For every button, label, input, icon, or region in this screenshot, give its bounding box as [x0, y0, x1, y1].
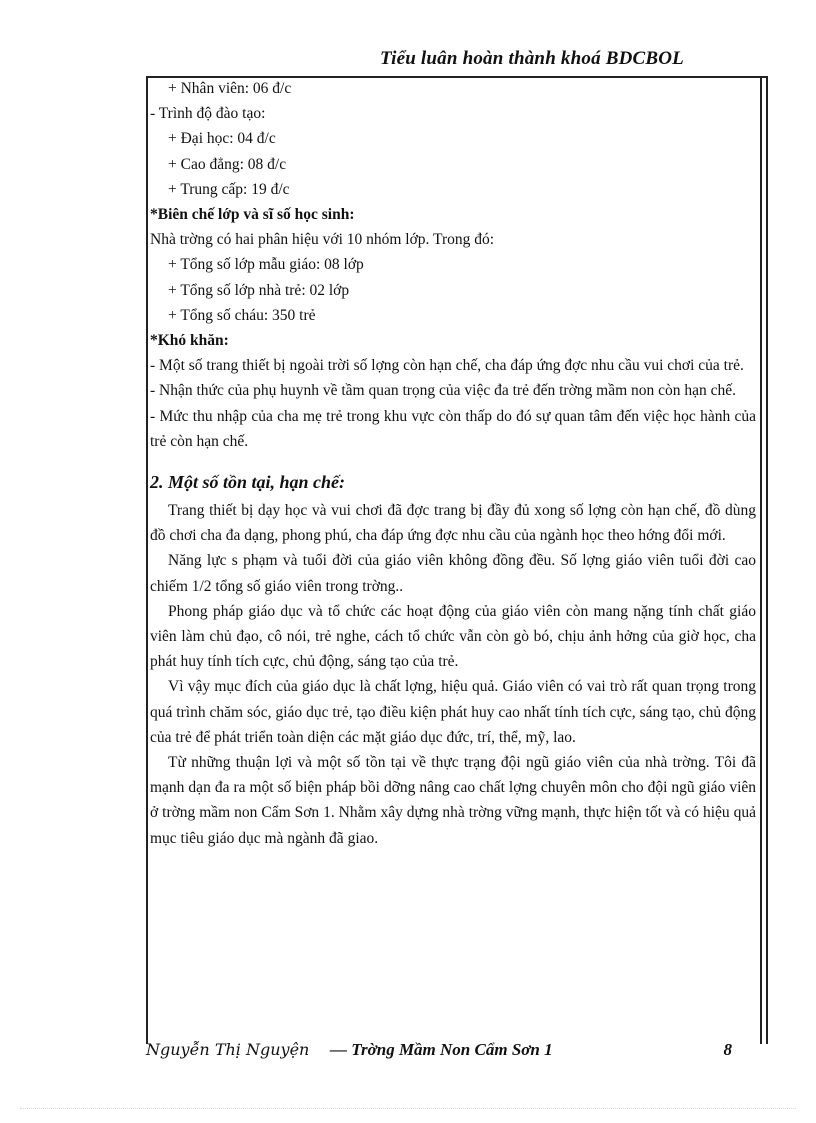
paragraph-purpose: Vì vậy mục đích của giáo dục là chất lợng, hiệu quả. Giáo viên có vai trò rất quan trọng trong quá trình chăm sóc, giáo dục trẻ, tạo điều kiện phát huy cao nhất tính tích cực, sáng tạo, chủ động của trẻ để phát triển toàn diện các mặt giáo dục đức, trí, thể, mỹ, lao.: [150, 678, 756, 746]
training-item-university: + Đại học: 04 đ/c: [168, 130, 276, 148]
difficulty-heading: *Khó khăn:: [150, 332, 229, 350]
bottom-dotted-rule: [20, 1108, 796, 1109]
class-heading: *Biên chế lớp và sĩ số học sinh:: [150, 206, 355, 224]
class-item-children: + Tổng số cháu: 350 trẻ: [168, 306, 316, 324]
paragraph-teacher-ability: Năng lực s phạm và tuổi đời của giáo viên không đồng đều. Số lợng giáo viên tuổi đời cao chiếm 1/2 tổng số giáo viên trong trờng..: [150, 552, 756, 595]
page-number: 8: [723, 1040, 732, 1059]
page-footer: [146, 1040, 756, 1068]
training-title: - Trình độ đào tạo:: [150, 105, 266, 123]
training-item-intermediate: + Trung cấp: 19 đ/c: [168, 180, 290, 198]
footer-author: Nguyễn Thị Nguyện: [146, 1040, 310, 1059]
difficulty-1: - Một số trang thiết bị ngoài trời số lợng còn hạn chế, cha đáp ứng đợc nhu cầu vui chơi của trẻ.: [150, 357, 744, 375]
document-body: [150, 76, 756, 851]
paragraph-conclusion: Từ những thuận lợi và một số tồn tại về thực trạng đội ngũ giáo viên của nhà trờng. Tôi đã mạnh dạn đa ra một số biện pháp bồi dỡng nâng cao chất lợng chuyên môn cho đội ngũ giáo viên ở trờng mầm non Cẩm Sơn 1. Nhằm xây dựng nhà trờng vững mạnh, thực hiện tốt và có hiệu quả mục tiêu giáo dục mà ngành đã giao.: [150, 754, 756, 847]
difficulty-3: - Mức thu nhập của cha mẹ trẻ trong khu vực còn thấp do đó sự quan tâm đến việc học hành của trẻ còn hạn chế.: [150, 407, 756, 450]
training-item-college: + Cao đẳng: 08 đ/c: [168, 155, 287, 173]
section-2-title: 2. Một số tồn tại, hạn chế:: [150, 472, 346, 493]
page-header-title: Tiểu luân hoàn thành khoá BDCBOL: [380, 48, 684, 69]
class-item-kindergarten: + Tổng số lớp mẫu giáo: 08 lớp: [168, 256, 364, 274]
class-item-nursery: + Tổng số lớp nhà trẻ: 02 lớp: [168, 281, 350, 299]
paragraph-equipment: Trang thiết bị dạy học và vui chơi đã đợc trang bị đầy đủ xong số lợng còn hạn chế, đồ dùng đồ chơi cha đa dạng, phong phú, cha đáp ứng đợc nhu cầu của ngành học theo hớng đổi mới.: [150, 502, 756, 545]
class-intro: Nhà trờng có hai phân hiệu với 10 nhóm lớp. Trong đó:: [150, 231, 495, 249]
paragraph-teaching-methods: Phong pháp giáo dục và tổ chức các hoạt động của giáo viên còn mang nặng tính chất giáo viên làm chủ đạo, cô nói, trẻ nghe, cách tổ chức vẫn còn gò bó, chịu ảnh hởng của giờ học, cha phát huy tính tích cực, chủ động, sáng tạo của trẻ.: [150, 602, 756, 671]
difficulty-2: - Nhận thức của phụ huynh về tầm quan trọng của việc đa trẻ đến trờng mầm non còn hạn chế.: [150, 382, 737, 400]
footer-school: — Trờng Mầm Non Cẩm Sơn 1: [330, 1040, 553, 1059]
staff-line: + Nhân viên: 06 đ/c: [168, 80, 292, 97]
frame-inner-rule: [760, 78, 762, 1044]
